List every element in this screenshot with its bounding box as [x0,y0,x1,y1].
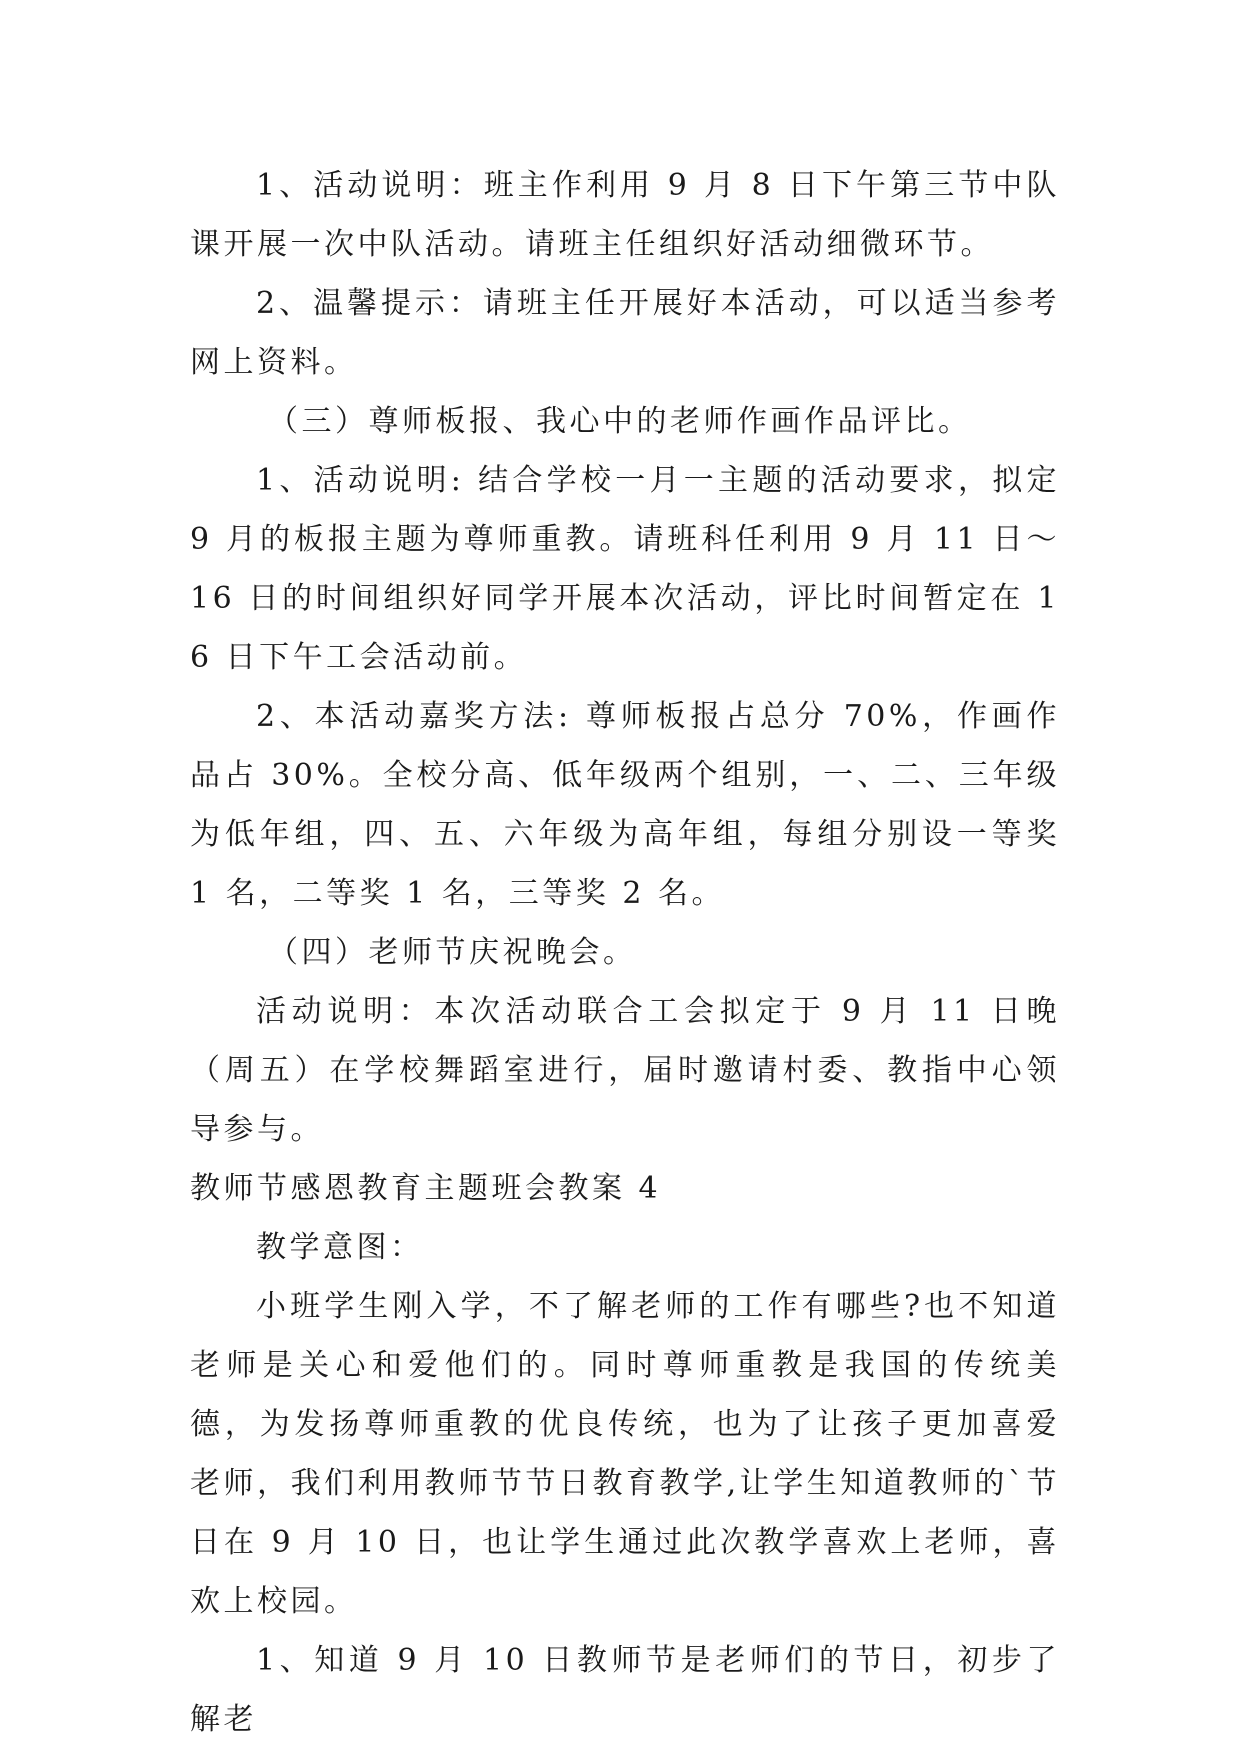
paragraph-goal-1: 1、知道 9 月 10 日教师节是老师们的节日，初步了解老 [190,1643,1060,1737]
section-heading-4: （四）老师节庆祝晚会。 [268,935,637,970]
paragraph-evening-party: 活动说明：本次活动联合工会拟定于 9 月 11 日晚（周五）在学校舞蹈室进行，届时邀请村委、教指中心领导参与。 [190,994,1060,1147]
paragraph-teaching-intent: 小班学生刚入学，不了解老师的工作有哪些?也不知道老师是关心和爱他们的。同时尊师重教是我国的传统美德，为发扬尊师重教的优良传统，也为了让孩子更加喜爱老师，我们利用教师节节日教育教学,让学生知道教师的`节日在 9 月 10 日，也让学生通过此次教学喜欢上老师，喜欢上校园。 [190,1289,1060,1619]
paragraph-board-activity: 1、活动说明: 结合学校一月一主题的活动要求，拟定 9 月的板报主题为尊师重教。请班科任利用 9 月 11 日～16 日的时间组织好同学开展本次活动，评比时间暂定在 16 日下午工会活动前。 [190,463,1074,675]
paragraph-activity-1: 1、活动说明：班主作利用 9 月 8 日下午第三节中队课开展一次中队活动。请班主任组织好活动细微环节。 [190,168,1060,262]
document-body [190,156,1074,1749]
lesson-plan-title: 教师节感恩教育主题班会教案 4 [190,1171,662,1206]
paragraph-tip-2: 2、温馨提示：请班主任开展好本活动，可以适当参考网上资料。 [190,286,1060,380]
teaching-intent-heading: 教学意图： [256,1230,424,1265]
section-heading-3: （三）尊师板报、我心中的老师作画作品评比。 [268,404,972,439]
paragraph-award-method: 2、本活动嘉奖方法: 尊师板报占总分 70%，作画作品占 30%。全校分高、低年级两个组别，一、二、三年级为低年组，四、五、六年级为高年组，每组分别设一等奖 1 名，二等奖 1 名，三等奖 2 名。 [190,699,1074,911]
